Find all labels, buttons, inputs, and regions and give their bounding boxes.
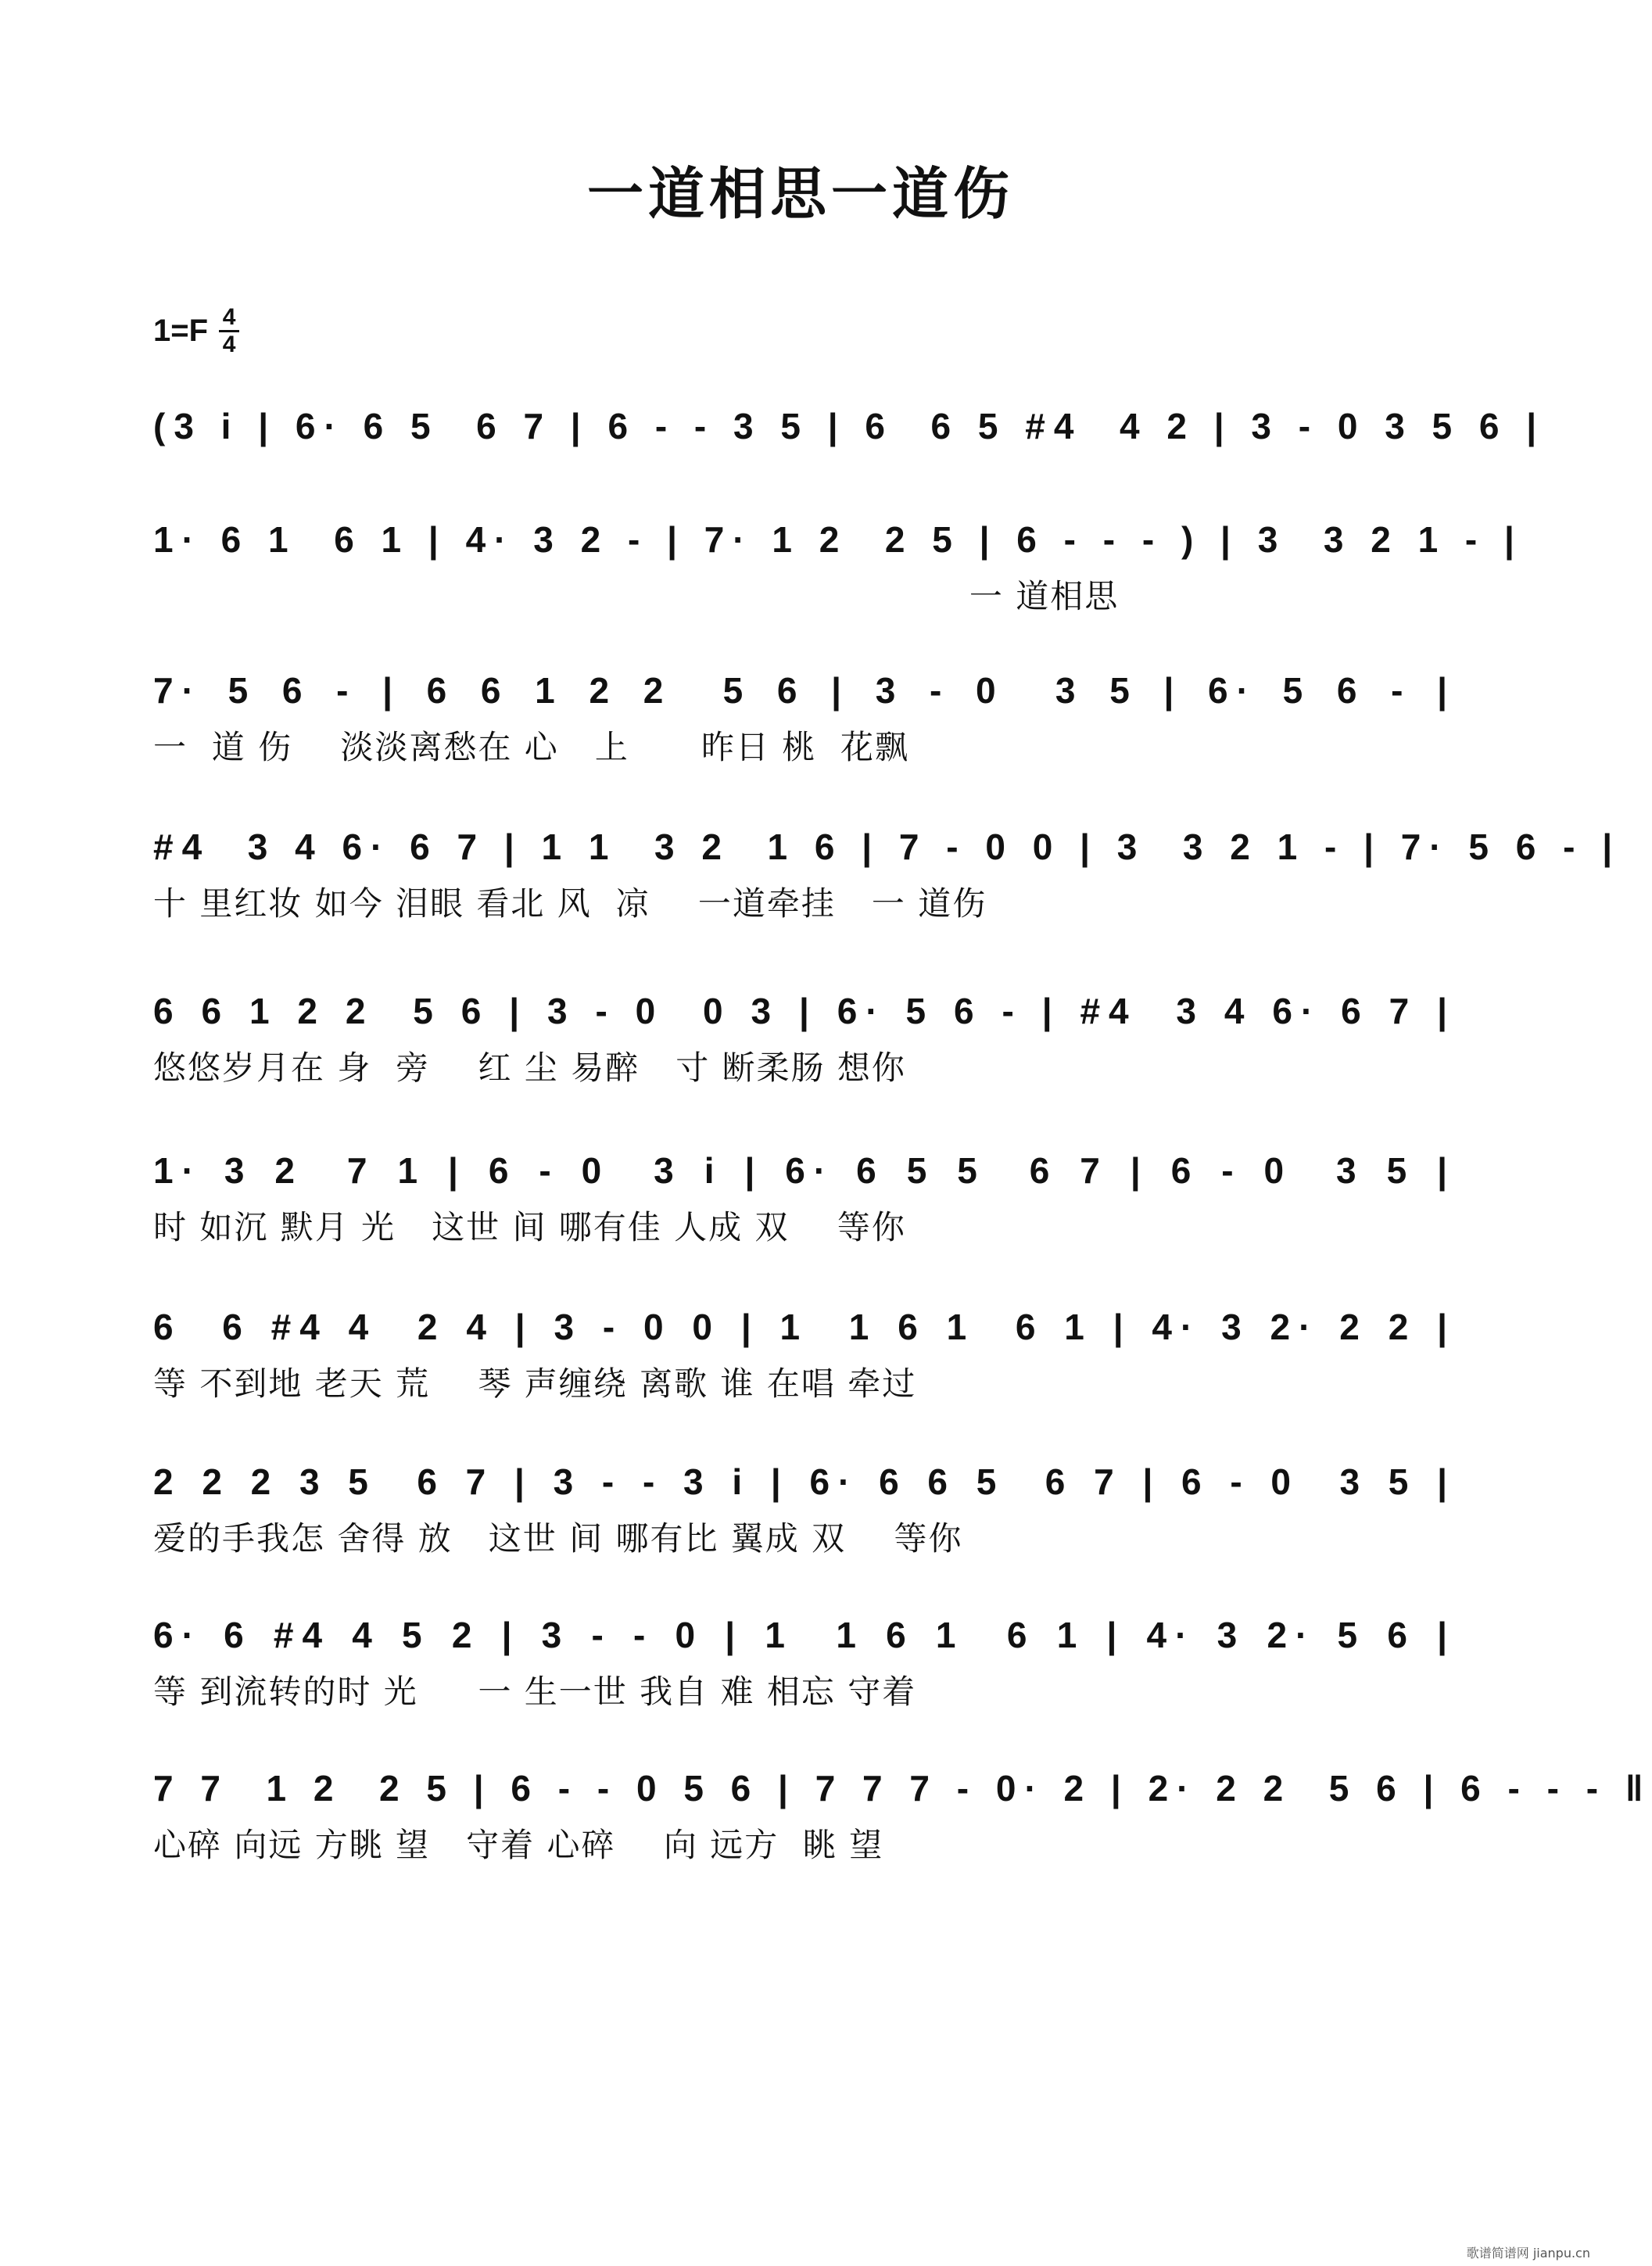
lyrics-line: 十 里红妆 如今 泪眼 看北 风 凉 一道牵挂 一 道伤: [153, 884, 987, 923]
time-signature-top: 4: [222, 304, 236, 330]
lyrics-line: 悠悠岁月在 身 旁 红 尘 易醉 寸 断柔肠 想你: [153, 1049, 906, 1087]
lyrics-line: 等 到流转的时 光 一 生一世 我自 难 相忘 守着: [153, 1673, 917, 1711]
notation-line: 6· 6 #4 4 5 2 | 3 - - 0 | 1 1 6 1 6 1 | 4· 3 2· 5 6 |: [153, 1615, 1456, 1655]
notation-line: (3 i | 6· 6 5 6 7 | 6 - - 3 5 | 6 6 5 #4 4 2 | 3 - 0 3 5 6 |: [153, 406, 1546, 446]
lyrics-line: 等 不到地 老天 荒 琴 声缠绕 离歌 谁 在唱 牵过: [153, 1364, 917, 1403]
lyrics-line: 爱的手我怎 舍得 放 这世 间 哪有比 翼成 双 等你: [153, 1519, 963, 1558]
key-label: 1=F: [153, 314, 209, 348]
lyrics-line: 时 如沉 默月 光 这世 间 哪有佳 人成 双 等你: [153, 1208, 906, 1246]
notation-line: 7 7 1 2 2 5 | 6 - - 0 5 6 | 7 7 7 - 0· 2 | 2· 2 2 5 6 | 6 - - - ‖: [153, 1768, 1652, 1809]
score-system-3: [153, 663, 1456, 771]
notation-line: 1· 3 2 7 1 | 6 - 0 3 i | 6· 6 5 5 6 7 | 6 - 0 3 5 |: [153, 1150, 1456, 1191]
score-system-1: [153, 399, 1546, 454]
notation-line: 2 2 2 3 5 6 7 | 3 - - 3 i | 6· 6 6 5 6 7 | 6 - 0 3 5 |: [153, 1461, 1456, 1502]
notation-line: 6 6 1 2 2 5 6 | 3 - 0 0 3 | 6· 5 6 - | #4 3 4 6· 6 7 |: [153, 991, 1456, 1031]
lyrics-line: 一 道相思: [153, 577, 1120, 615]
time-signature: [219, 304, 239, 357]
notation-line: 1· 6 1 6 1 | 4· 3 2 - | 7· 1 2 2 5 | 6 - - - ) | 3 3 2 1 - |: [153, 519, 1523, 560]
score-system-6: [153, 1143, 1456, 1251]
time-signature-bottom: 4: [222, 332, 236, 357]
score-system-8: [153, 1454, 1456, 1562]
score-system-9: [153, 1608, 1456, 1716]
score-system-4: [153, 819, 1622, 927]
notation-line: #4 3 4 6· 6 7 | 1 1 3 2 1 6 | 7 - 0 0 | 3 3 2 1 - | 7· 5 6 - |: [153, 826, 1622, 867]
notation-line: 7· 5 6 - | 6 6 1 2 2 5 6 | 3 - 0 3 5 | 6· 5 6 - |: [153, 670, 1456, 711]
score-system-10: [153, 1761, 1652, 1869]
score-system-7: [153, 1300, 1456, 1407]
notation-line: 6 6 #4 4 2 4 | 3 - 0 0 | 1 1 6 1 6 1 | 4· 3 2· 2 2 |: [153, 1307, 1456, 1347]
song-title: 一道相思一道伤: [586, 160, 1014, 227]
lyrics-line: 心碎 向远 方眺 望 守着 心碎 向 远方 眺 望: [153, 1826, 884, 1864]
score-system-2: [153, 512, 1523, 620]
score-system-5: [153, 984, 1456, 1092]
key-signature: [153, 304, 239, 357]
site-watermark: 歌谱简谱网 jianpu.cn: [1466, 2246, 1590, 2261]
lyrics-line: 一 道 伤 淡淡离愁在 心 上 昨日 桃 花飘: [153, 728, 910, 766]
